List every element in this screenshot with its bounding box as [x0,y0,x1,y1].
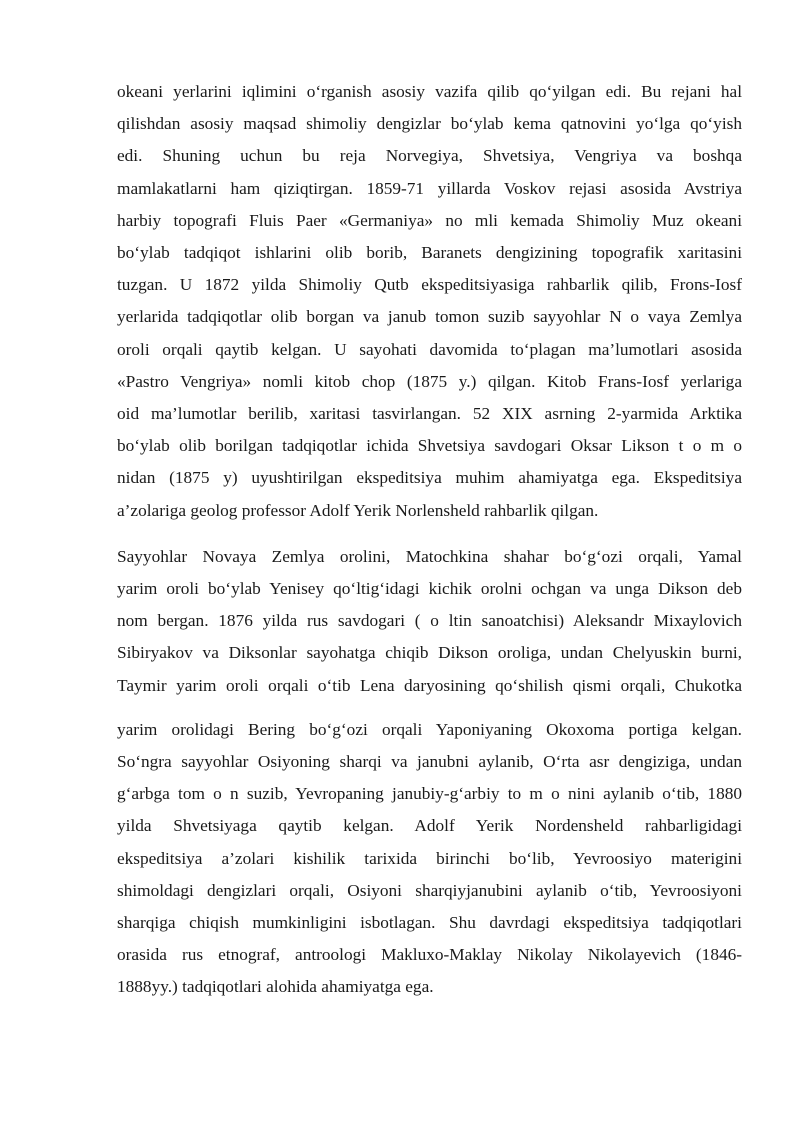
text-line: g‘arbga tom o n suzib, Yevropaning janubiy-g‘arbiy to m o nini aylanib o‘tib, 1880 [117,784,742,804]
text-line: oroli orqali qaytib kelgan. U sayohati davomida to‘plagan ma’lumotlari asosida [117,339,742,359]
document-page [117,76,742,1004]
text-line: So‘ngra sayyohlar Osiyoning sharqi va janubni aylanib, O‘rta asr dengiziga, undan [117,752,742,772]
paragraph-2 [117,541,742,702]
text-line: okeani yerlarini iqlimini o‘rganish asosiy vazifa qilib qo‘yilgan edi. Bu rejani hal [117,82,742,101]
text-line: shimoldagi dengizlari orqali, Osiyoni sharqiyjanubini aylanib o‘tib, Yevroosiyoni [117,880,742,900]
text-line: yerlarida tadqiqotlar olib borgan va janub tomon suzib sayyohlar N o vaya Zemlya [117,307,742,327]
text-line: «Pastro Vengriya» nomli kitob chop (1875 y.) qilgan. Kitob Frans-Iosf yerlariga [117,371,742,391]
paragraph-3 [117,714,742,1004]
text-line: mamlakatlarni ham qiziqtirgan. 1859-71 yillarda Voskov rejasi asosida Avstriya [117,178,742,198]
text-line: qilishdan asosiy maqsad shimoliy dengizlar bo‘ylab kema qatnovini yo‘lga qo‘yish [117,114,742,134]
text-line: Sayyohlar Novaya Zemlya orolini, Matochkina shahar bo‘g‘ozi orqali, Yamal [117,546,742,566]
text-line: edi. Shuning uchun bu reja Norvegiya, Shvetsiya, Vengriya va boshqa [117,146,742,166]
text-line: 1888yy.) tadqiqotlari alohida ahamiyatga ega. [117,977,434,997]
text-line: oid ma’lumotlar berilib, xaritasi tasvirlangan. 52 XIX asrning 2-yarmida Arktika [117,404,742,424]
text-line: a’zolariga geolog professor Adolf Yerik Norlensheld rahbarlik qilgan. [117,500,599,520]
text-line: nom bergan. 1876 yilda rus savdogari ( o ltin sanoatchisi) Aleksandr Mixaylovich [117,611,742,631]
text-line: yilda Shvetsiyaga qaytib kelgan. Adolf Yerik Nordensheld rahbarligidagi [117,816,742,836]
text-line: sharqiga chiqish mumkinligini isbotlagan. Shu davrdagi ekspeditsiya tadqiqotlari [117,913,742,933]
paragraph-spacer [117,527,742,541]
text-line: bo‘ylab olib borilgan tadqiqotlar ichida Shvetsiya savdogari Oksar Likson t o m o [117,436,742,456]
text-line: harbiy topografi Fluis Paer «Germaniya» no mli kemada Shimoliy Muz okeani [117,210,742,230]
paragraph-spacer [117,702,742,714]
text-line: bo‘ylab tadqiqot ishlarini olib borib, Baranets dengizining topografik xaritasini [117,243,742,263]
text-line: tuzgan. U 1872 yilda Shimoliy Qutb ekspeditsiyasiga rahbarlik qilib, Frons-Iosf [117,275,742,295]
text-line: Taymir yarim oroli orqali o‘tib Lena daryosining qo‘shilish qismi orqali, Chukotka [117,675,742,695]
text-line: orasida rus etnograf, antroologi Makluxo-Maklay Nikolay Nikolayevich (1846- [117,945,742,965]
text-line: nidan (1875 y) uyushtirilgan ekspeditsiya muhim ahamiyatga ega. Ekspeditsiya [117,468,742,488]
text-line: ekspeditsiya a’zolari kishilik tarixida birinchi bo‘lib, Yevroosiyo materigini [117,848,742,868]
text-line: Sibiryakov va Diksonlar sayohatga chiqib Dikson oroliga, undan Chelyuskin burni, [117,643,742,663]
paragraph-1 [117,76,742,527]
text-line: yarim oroli bo‘ylab Yenisey qo‘ltig‘idagi kichik orolni ochgan va unga Dikson deb [117,579,742,599]
text-line: yarim orolidagi Bering bo‘g‘ozi orqali Yaponiyaning Okoxoma portiga kelgan. [117,719,742,739]
